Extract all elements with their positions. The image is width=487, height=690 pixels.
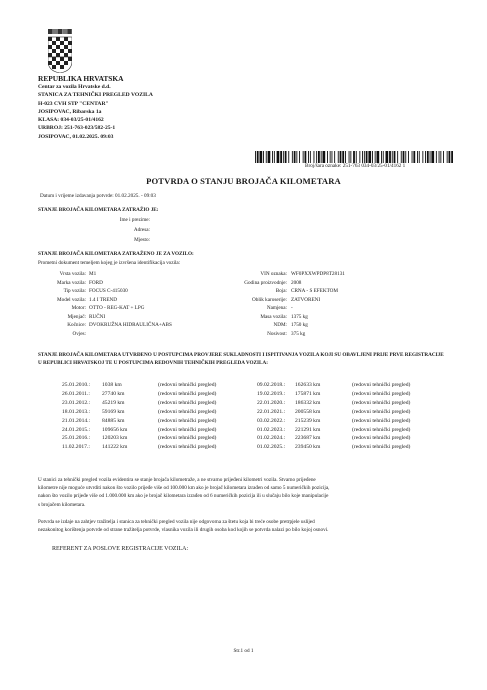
km-date: 23.01.2012.: bbox=[62, 399, 91, 406]
vehicle-field-label: Motor: bbox=[71, 305, 86, 311]
station-name: STANICA ZA TEHNIČKI PREGLED VOZILA bbox=[38, 92, 153, 99]
org-subtitle: Centar za vozila Hrvatske d.d. bbox=[38, 84, 111, 90]
km-value: 223687 km bbox=[295, 435, 321, 442]
km-date: 03.02.2022.: bbox=[257, 417, 286, 424]
barcode-bar bbox=[425, 151, 426, 163]
barcode-bar bbox=[342, 151, 344, 163]
issued-line: Datum i vrijeme izdavanja potvrde: 01.02.2025. - 09:03 bbox=[40, 193, 156, 199]
barcode-bar bbox=[280, 151, 282, 163]
vehicle-field-value: - bbox=[291, 305, 293, 311]
barcode-bar bbox=[283, 151, 284, 163]
barcode-bar bbox=[422, 151, 423, 163]
barcode-bar bbox=[299, 151, 300, 163]
org-title: REPUBLIKA HRVATSKA bbox=[38, 74, 124, 83]
km-type: (redovni tehnički pregled) bbox=[158, 408, 217, 415]
km-date: 01.02.2024.: bbox=[257, 435, 286, 442]
barcode-bar bbox=[386, 151, 389, 163]
barcode-bar bbox=[397, 151, 398, 163]
barcode-bar bbox=[296, 151, 297, 163]
barcode-bar bbox=[277, 151, 280, 163]
km-heading: STANJE BROJAČA KILOMETARA UTVRĐENO U POSTUPCIMA PROVJERE SUKLADNOSTI I ISPITIVANJA VOZILA KOJI SU OBAVLJENI PRIJE PRVE REGISTRACIJE U REPUBLICI HRVATSKOJ TE U POSTUPCIMA REDOVNIH TEHNIČKIH PREGLEDA VOZILA: bbox=[38, 352, 444, 366]
barcode-bar bbox=[364, 151, 365, 163]
barcode-bar bbox=[413, 151, 415, 163]
paragraph-1 bbox=[38, 476, 329, 509]
paragraph-1-line: nakon što vozilo prijeđe više od 1.000.000 km ako je brojač kilometara izrađen od 6 numeričkih pozicija ili u slučaju bilo koje manipulacije bbox=[38, 493, 329, 500]
vehicle-field-value: ZATVORENI bbox=[291, 296, 321, 303]
vehicle-field-label: Model vozila: bbox=[57, 296, 86, 303]
km-value: 141222 km bbox=[102, 444, 128, 451]
paragraph-2-line: nezakonitog korištenja potvrde od strane tražitelja potvrde, vlasnika vozila ili drugih osoba kod kojih se potvrda nalazi po bilo kojoj osnovi. bbox=[38, 527, 329, 534]
km-value: 109656 km bbox=[102, 426, 128, 433]
km-type: (redovni tehnički pregled) bbox=[352, 435, 411, 442]
barcode-bar bbox=[272, 151, 273, 163]
km-type: (redovni tehnički pregled) bbox=[352, 426, 411, 433]
barcode-bar bbox=[389, 151, 391, 163]
km-date: 01.02.2025.: bbox=[257, 444, 286, 451]
km-date: 09.02.2018.: bbox=[257, 382, 286, 388]
barcode-bar bbox=[334, 151, 335, 163]
barcode-bar bbox=[349, 151, 350, 163]
barcode-bar bbox=[408, 151, 409, 163]
barcode-bar bbox=[449, 151, 451, 163]
barcode-bar bbox=[362, 151, 363, 163]
vehicle-field-label: Tip vozila: bbox=[63, 288, 86, 294]
vehicle-field-label: Boja: bbox=[275, 288, 287, 294]
urbroj: URBROJ: 251-763-023/582-25-1 bbox=[38, 125, 116, 132]
km-date: 01.02.2023.: bbox=[257, 426, 286, 433]
barcode-bar bbox=[327, 151, 328, 163]
requester-heading: STANJE BROJAČA KILOMETARA ZATRAŽIO JE: bbox=[38, 207, 159, 213]
barcode-bar bbox=[356, 151, 357, 163]
barcode-bar bbox=[417, 151, 418, 163]
vehicle-field-value: DVOKRUŽNA HIDRAULIČNA+ABS bbox=[89, 322, 172, 328]
barcode-bar bbox=[285, 151, 287, 163]
barcode-bar bbox=[383, 151, 384, 163]
paragraph-1-line: kilometre nije moguće utvrditi nakon što vozilo prijeđe više od 100.000 km ako je brojač kilometara izrađen od samo 5 numeričkih pozicija, bbox=[38, 485, 330, 492]
barcode-bar bbox=[372, 151, 373, 163]
km-value: 162633 km bbox=[295, 382, 321, 388]
barcode-bar bbox=[427, 151, 429, 163]
barcode-bar bbox=[292, 151, 293, 163]
km-date: 26.01.2011.: bbox=[62, 390, 90, 397]
vehicle-field-value: 2008 bbox=[291, 279, 302, 286]
barcode-bar bbox=[316, 151, 317, 163]
place-date: JOSIPOVAC, 01.02.2025. 09:03 bbox=[38, 133, 114, 140]
station-address: JOSIPOVAC, Ribarska 1a bbox=[38, 108, 102, 115]
km-date: 22.01.2020.: bbox=[257, 399, 286, 406]
barcode-bar bbox=[255, 151, 256, 163]
paragraph-2-line: Potvrda se izdaje na zahtjev tražitelja i stanica za tehnički pregled vozila nije odgovorna za štetu koja bi treće osobe pretrpjele uslijed bbox=[38, 519, 315, 525]
barcode-bar bbox=[345, 151, 346, 163]
page-number: Str.1 od 1 bbox=[233, 648, 254, 654]
barcode-bar bbox=[447, 151, 448, 163]
vehicle-heading: STANJE BROJAČA KILOMETARA ZATRAŽENO JE ZA VOZILO: bbox=[38, 251, 194, 257]
km-type: (redovni tehnički pregled) bbox=[158, 435, 217, 442]
barcode-bar bbox=[340, 151, 342, 163]
vehicle-field-label: Mjenjač: bbox=[67, 313, 86, 320]
vehicle-field-value: CRNA - S EFEKTOM bbox=[291, 288, 339, 294]
km-type: (redovni tehnički pregled) bbox=[158, 390, 217, 397]
barcode-bar bbox=[353, 151, 355, 163]
vehicle-field-value: M1 bbox=[89, 271, 97, 277]
vehicle-field-value: 1.4 I TREND bbox=[89, 296, 118, 303]
vehicle-field-label: NDM: bbox=[273, 322, 287, 328]
requester-address-label: Adresa: bbox=[133, 227, 150, 233]
barcode-bar bbox=[394, 151, 396, 163]
km-value: 1038 km bbox=[102, 382, 122, 388]
vehicle-field-value: FORD bbox=[89, 279, 103, 286]
vehicle-field-label: VIN oznaka: bbox=[260, 271, 287, 277]
paragraph-2 bbox=[38, 518, 328, 534]
barcode-caption: Broj/šara oznake: 251-763 034-03/25-01/4162 1 bbox=[305, 163, 406, 169]
barcode-bar bbox=[392, 151, 393, 163]
barcode-bar bbox=[288, 151, 289, 163]
km-type: (redovni tehnički pregled) bbox=[158, 417, 217, 424]
km-value: 84885 km bbox=[102, 417, 125, 424]
barcode-bar bbox=[294, 151, 296, 163]
barcode-bar bbox=[330, 151, 331, 163]
barcode-bar bbox=[310, 151, 311, 163]
vehicle-field-label: Nosivost: bbox=[267, 330, 287, 337]
referent-label: REFERENT ZA POSLOVE REGISTRACIJE VOZILA: bbox=[52, 546, 189, 552]
barcode-bar bbox=[274, 151, 275, 163]
km-type: (redovni tehnički pregled) bbox=[158, 444, 217, 451]
barcode-bar bbox=[381, 151, 382, 163]
km-date: 18.01.2013.: bbox=[62, 408, 91, 415]
km-date: 22.01.2021.: bbox=[257, 408, 286, 415]
km-value: 215239 km bbox=[295, 417, 321, 424]
vehicle-field-value: 1375 kg bbox=[291, 313, 308, 320]
km-date: 19.02.2019.: bbox=[257, 390, 286, 397]
barcode-bar bbox=[368, 151, 371, 163]
barcode-bar bbox=[266, 151, 267, 163]
vehicle-field-label: Namjena: bbox=[266, 305, 287, 311]
barcode-bar bbox=[405, 151, 406, 163]
barcode-bar bbox=[323, 151, 326, 163]
km-date: 11.02.2017.: bbox=[62, 444, 90, 451]
km-value: 120203 km bbox=[102, 435, 128, 442]
barcode-bar bbox=[412, 151, 413, 163]
km-value: 59169 km bbox=[102, 408, 125, 415]
barcode-bar bbox=[303, 151, 304, 163]
barcode-bar bbox=[436, 151, 437, 163]
km-date: 21.01.2014.: bbox=[62, 417, 91, 424]
coat-of-arms bbox=[48, 29, 72, 73]
klasa: KLASA: 034-03/25-01/4162 bbox=[38, 117, 104, 124]
barcode-bar bbox=[359, 151, 360, 163]
km-value: 200558 km bbox=[295, 408, 321, 415]
km-type: (redovni tehnički pregled) bbox=[158, 382, 217, 388]
paragraph-1-line: s brojačem kilometara. bbox=[38, 501, 86, 508]
vehicle-field-value: RUČNI bbox=[89, 313, 106, 320]
vehicle-field-label: Masa vozila: bbox=[260, 313, 287, 320]
km-value: 27740 km bbox=[102, 390, 125, 397]
barcode bbox=[255, 150, 453, 162]
barcode-bar bbox=[260, 151, 263, 163]
barcode-bar bbox=[439, 151, 440, 163]
barcode-bar bbox=[257, 151, 259, 163]
barcode-bar bbox=[332, 151, 333, 163]
barcode-bar bbox=[305, 151, 307, 163]
barcode-bar bbox=[318, 151, 320, 163]
km-value: 221291 km bbox=[295, 426, 321, 433]
km-type: (redovni tehnički pregled) bbox=[352, 382, 411, 388]
barcode-bar bbox=[377, 151, 380, 163]
vehicle-field-value: 375 kg bbox=[291, 330, 306, 337]
barcode-bar bbox=[443, 151, 444, 163]
barcode-bar bbox=[440, 151, 441, 163]
station-code: H-023 CVH STP "CENTAR" bbox=[38, 100, 109, 107]
barcode-bar bbox=[314, 151, 315, 163]
barcode-bar bbox=[338, 151, 339, 163]
barcode-bar bbox=[366, 151, 368, 163]
km-type: (redovni tehnički pregled) bbox=[352, 417, 411, 424]
barcode-bar bbox=[431, 151, 434, 163]
vehicle-field-label: Ovjes: bbox=[72, 330, 86, 337]
km-type: (redovni tehnički pregled) bbox=[352, 444, 411, 451]
vehicle-field-label: Godina proizvodnje: bbox=[244, 279, 287, 286]
barcode-bar bbox=[308, 151, 309, 163]
barcode-bar bbox=[401, 151, 402, 163]
vehicle-field-value: FOCUS C-415030 bbox=[89, 288, 128, 294]
km-date: 25.01.2010.: bbox=[62, 382, 91, 388]
vehicle-field-label: Vrsta vozila: bbox=[59, 271, 86, 277]
km-type: (redovni tehnički pregled) bbox=[352, 390, 411, 397]
km-type: (redovni tehnički pregled) bbox=[158, 426, 217, 433]
km-value: 186332 km bbox=[295, 399, 321, 406]
barcode-bar bbox=[419, 151, 420, 163]
barcode-bar bbox=[430, 151, 431, 163]
km-type: (redovni tehnički pregled) bbox=[352, 408, 411, 415]
km-type: (redovni tehnički pregled) bbox=[352, 399, 411, 406]
barcode-bar bbox=[451, 151, 453, 163]
document-title: POTVRDA O STANJU BROJAČA KILOMETARA bbox=[146, 176, 341, 186]
km-value: 45219 km bbox=[102, 399, 125, 406]
barcode-bar bbox=[350, 151, 351, 163]
km-type: (redovni tehnički pregled) bbox=[158, 399, 217, 406]
paragraph-1-line: U stanici za tehnički pregled vozila evidentira se stanje brojača kilometraže, a ne stvarno prijeđeni kilometri vozila. Stvarno prijeđene bbox=[38, 477, 316, 483]
barcode-bar bbox=[263, 151, 264, 163]
km-value: 175871 km bbox=[295, 390, 321, 397]
km-date: 24.01.2015.: bbox=[62, 426, 91, 433]
vehicle-field-value: OTTO - REG-KAT + LPG bbox=[89, 305, 145, 311]
requester-place-label: Mjesto: bbox=[134, 237, 150, 243]
barcode-bar bbox=[321, 151, 322, 163]
km-date: 25.01.2016.: bbox=[62, 435, 91, 442]
vehicle-field-label: Marka vozila: bbox=[57, 279, 86, 286]
vehicle-field-label: Kočnice: bbox=[67, 322, 86, 328]
barcode-bar bbox=[403, 151, 405, 163]
km-value: 239450 km bbox=[295, 444, 321, 451]
vehicle-field-label: Oblik karoserije: bbox=[251, 296, 287, 303]
vehicle-field-value: 1750 kg bbox=[291, 322, 308, 328]
barcode-bar bbox=[375, 151, 376, 163]
vehicle-field-value: WF0PXXWPDP8T28131 bbox=[291, 271, 345, 277]
requester-name-label: Ime i prezime: bbox=[119, 217, 150, 223]
barcode-bar bbox=[268, 151, 271, 163]
vehicle-doc-line: Prometni dokument temeljem kojeg je izvršena identifikacija vozila: bbox=[38, 260, 181, 266]
